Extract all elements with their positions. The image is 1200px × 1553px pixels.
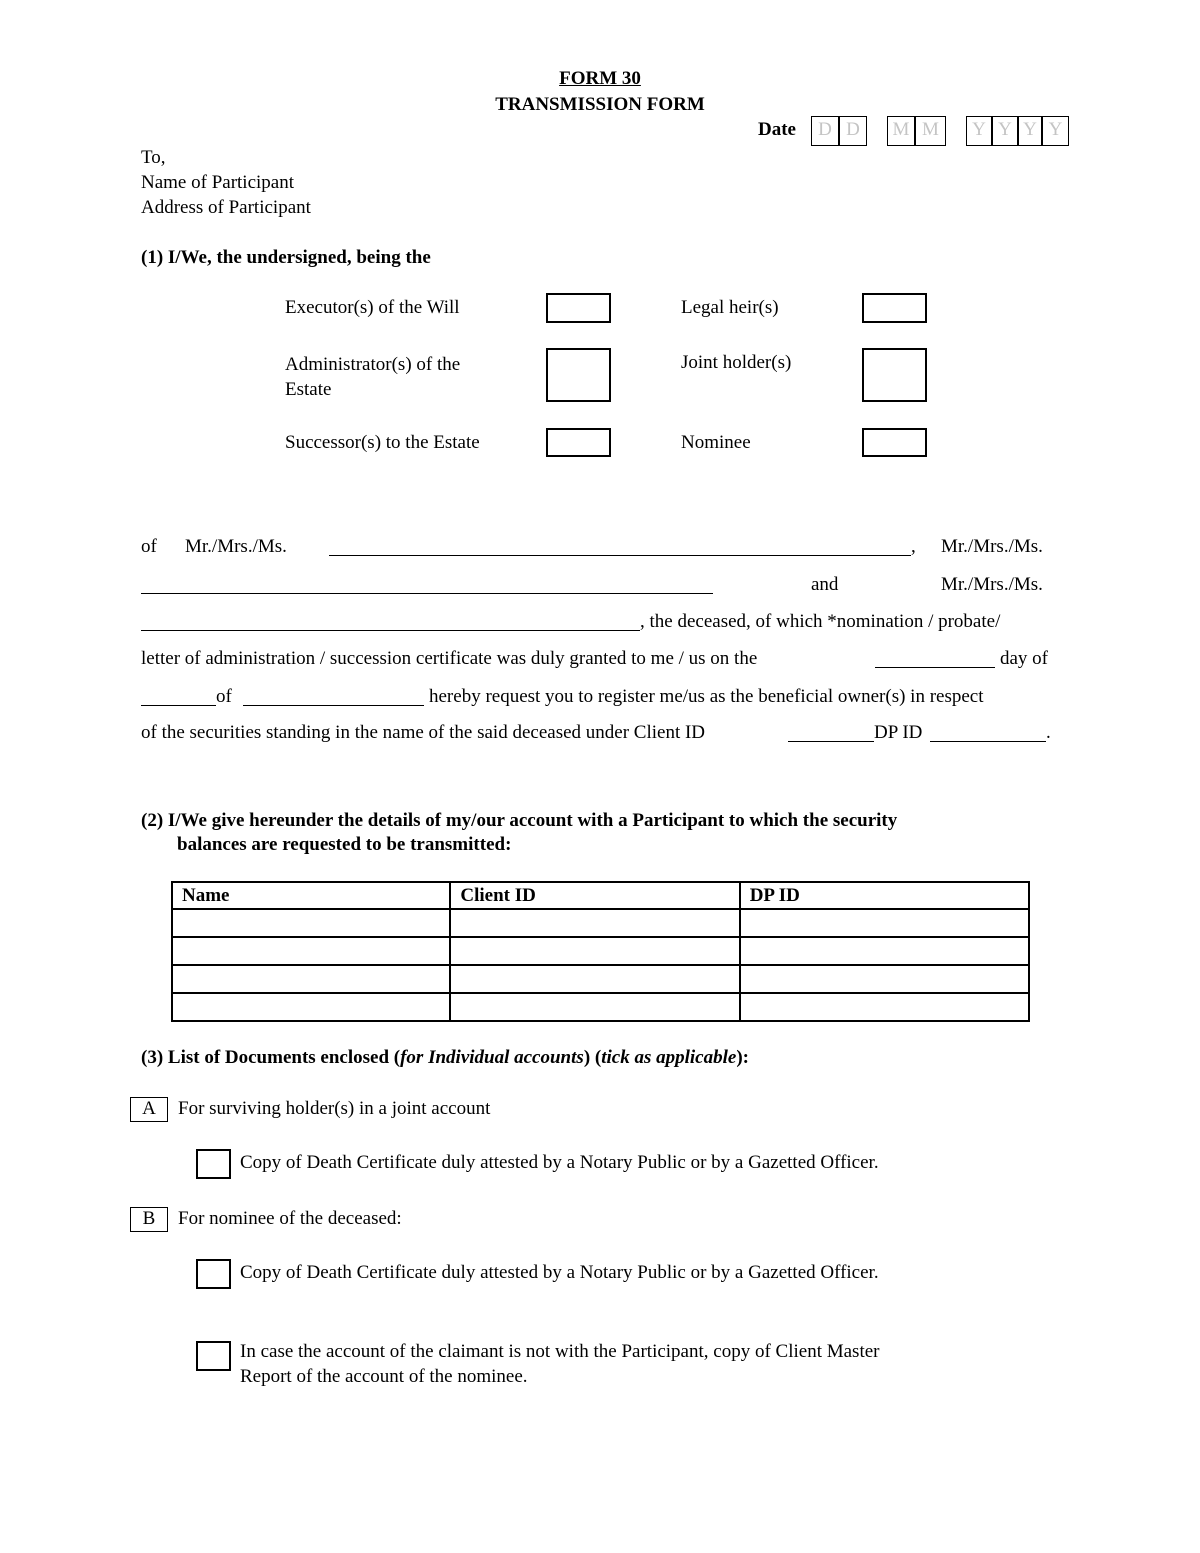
date-year-2[interactable]: Y [992,116,1018,146]
table-header-row [172,882,1029,909]
group-a-death-certificate-checkbox[interactable] [196,1149,231,1179]
account-details-table [171,881,1030,1022]
salutation-2: Mr./Mrs./Ms. [941,536,1043,557]
table-row [172,965,1029,993]
comma-text: , [911,536,916,557]
day-blank[interactable] [875,667,995,668]
section3-heading-italic-1: for Individual accounts [400,1047,584,1068]
client-id-blank[interactable] [788,741,874,742]
letter-text: letter of administration / succession certificate was duly granted to me / us on the [141,648,758,669]
date-label: Date [758,119,796,140]
column-header-dp-id: DP ID [740,882,1029,909]
section2-heading-cont: balances are requested to be transmitted: [177,834,512,855]
administrator-label: Administrator(s) of the Estate [285,354,461,400]
table-row [172,993,1029,1021]
group-b-label: For nominee of the deceased: [178,1208,402,1229]
of-text: of [141,536,157,557]
day-of-text: day of [1000,648,1049,669]
group-b-client-master-checkbox[interactable] [196,1341,231,1371]
group-b-death-certificate-text: Copy of Death Certificate duly attested by a Notary Public or by a Gazetted Officer. [240,1262,879,1283]
joint-holder-label: Joint holder(s) [681,352,792,373]
date-year-4[interactable]: Y [1042,116,1069,146]
dp-id-cell[interactable] [740,965,1029,993]
salutation-3: Mr./Mrs./Ms. [941,574,1043,595]
executor-label: Executor(s) of the Will [285,297,460,318]
date-month-1[interactable]: M [887,116,915,146]
dp-id-cell[interactable] [740,937,1029,965]
participant-name-label: Name of Participant [141,172,295,193]
group-a-label: For surviving holder(s) in a joint account [178,1098,491,1119]
to-label: To, [141,147,166,168]
group-a-marker: A [130,1097,168,1122]
dp-id-cell[interactable] [740,993,1029,1021]
joint-holder-checkbox[interactable] [862,348,927,402]
legal-heir-label: Legal heir(s) [681,297,779,318]
deceased-text: , the deceased, of which *nomination / probate/ [640,611,1001,632]
name-cell[interactable] [172,937,450,965]
name-cell[interactable] [172,965,450,993]
participant-address-label: Address of Participant [141,197,311,218]
successor-checkbox[interactable] [546,428,611,457]
legal-heir-checkbox[interactable] [862,293,927,323]
date-day-1[interactable]: D [811,116,839,146]
client-id-cell[interactable] [450,909,739,937]
dp-id-text: DP ID [874,722,923,743]
column-header-name: Name [172,882,450,909]
dp-id-blank[interactable] [930,741,1046,742]
form-title: TRANSMISSION FORM [495,94,705,115]
securities-text: of the securities standing in the name of the said deceased under Client ID [141,722,706,743]
period-text: . [1046,722,1051,743]
table-row [172,937,1029,965]
section3-heading-suffix: ): [736,1047,749,1068]
nominee-checkbox[interactable] [862,428,927,457]
deceased-name-3-blank[interactable] [141,630,640,631]
month-blank[interactable] [141,705,216,706]
year-blank[interactable] [243,705,424,706]
deceased-name-1-blank[interactable] [329,555,911,556]
group-b-client-master-text-2: Report of the account of the nominee. [240,1366,528,1387]
name-cell[interactable] [172,909,450,937]
executor-checkbox[interactable] [546,293,611,323]
date-year-1[interactable]: Y [966,116,992,146]
nominee-label: Nominee [681,432,751,453]
section2-heading: (2) I/We give hereunder the details of my/our account with a Participant to which the security [141,810,898,831]
dp-id-cell[interactable] [740,909,1029,937]
section3-heading-prefix: (3) List of Documents enclosed ( [141,1047,401,1068]
client-id-cell[interactable] [450,965,739,993]
section3-heading [141,1047,749,1070]
of-2-text: of [216,686,232,707]
client-id-cell[interactable] [450,993,739,1021]
section3-heading-mid: ) ( [583,1047,602,1068]
group-b-death-certificate-checkbox[interactable] [196,1259,231,1289]
column-header-client-id: Client ID [450,882,739,909]
date-day-2[interactable]: D [839,116,867,146]
section1-heading: (1) I/We, the undersigned, being the [141,247,431,268]
deceased-name-2-blank[interactable] [141,593,713,594]
group-a-death-certificate-text: Copy of Death Certificate duly attested by a Notary Public or by a Gazetted Officer. [240,1152,879,1173]
request-text: hereby request you to register me/us as the beneficial owner(s) in respect [429,686,984,707]
table-row [172,909,1029,937]
name-cell[interactable] [172,993,450,1021]
date-month-2[interactable]: M [915,116,946,146]
section3-heading-italic-2: tick as applicable [601,1047,737,1068]
group-b-client-master-text-1: In case the account of the claimant is not with the Participant, copy of Client Master [240,1341,880,1362]
date-year-3[interactable]: Y [1018,116,1042,146]
and-text: and [811,574,839,595]
administrator-checkbox[interactable] [546,348,611,402]
group-b-marker: B [130,1207,168,1232]
successor-label: Successor(s) to the Estate [285,432,480,453]
salutation-1: Mr./Mrs./Ms. [185,536,287,557]
form-number: FORM 30 [559,68,641,89]
client-id-cell[interactable] [450,937,739,965]
